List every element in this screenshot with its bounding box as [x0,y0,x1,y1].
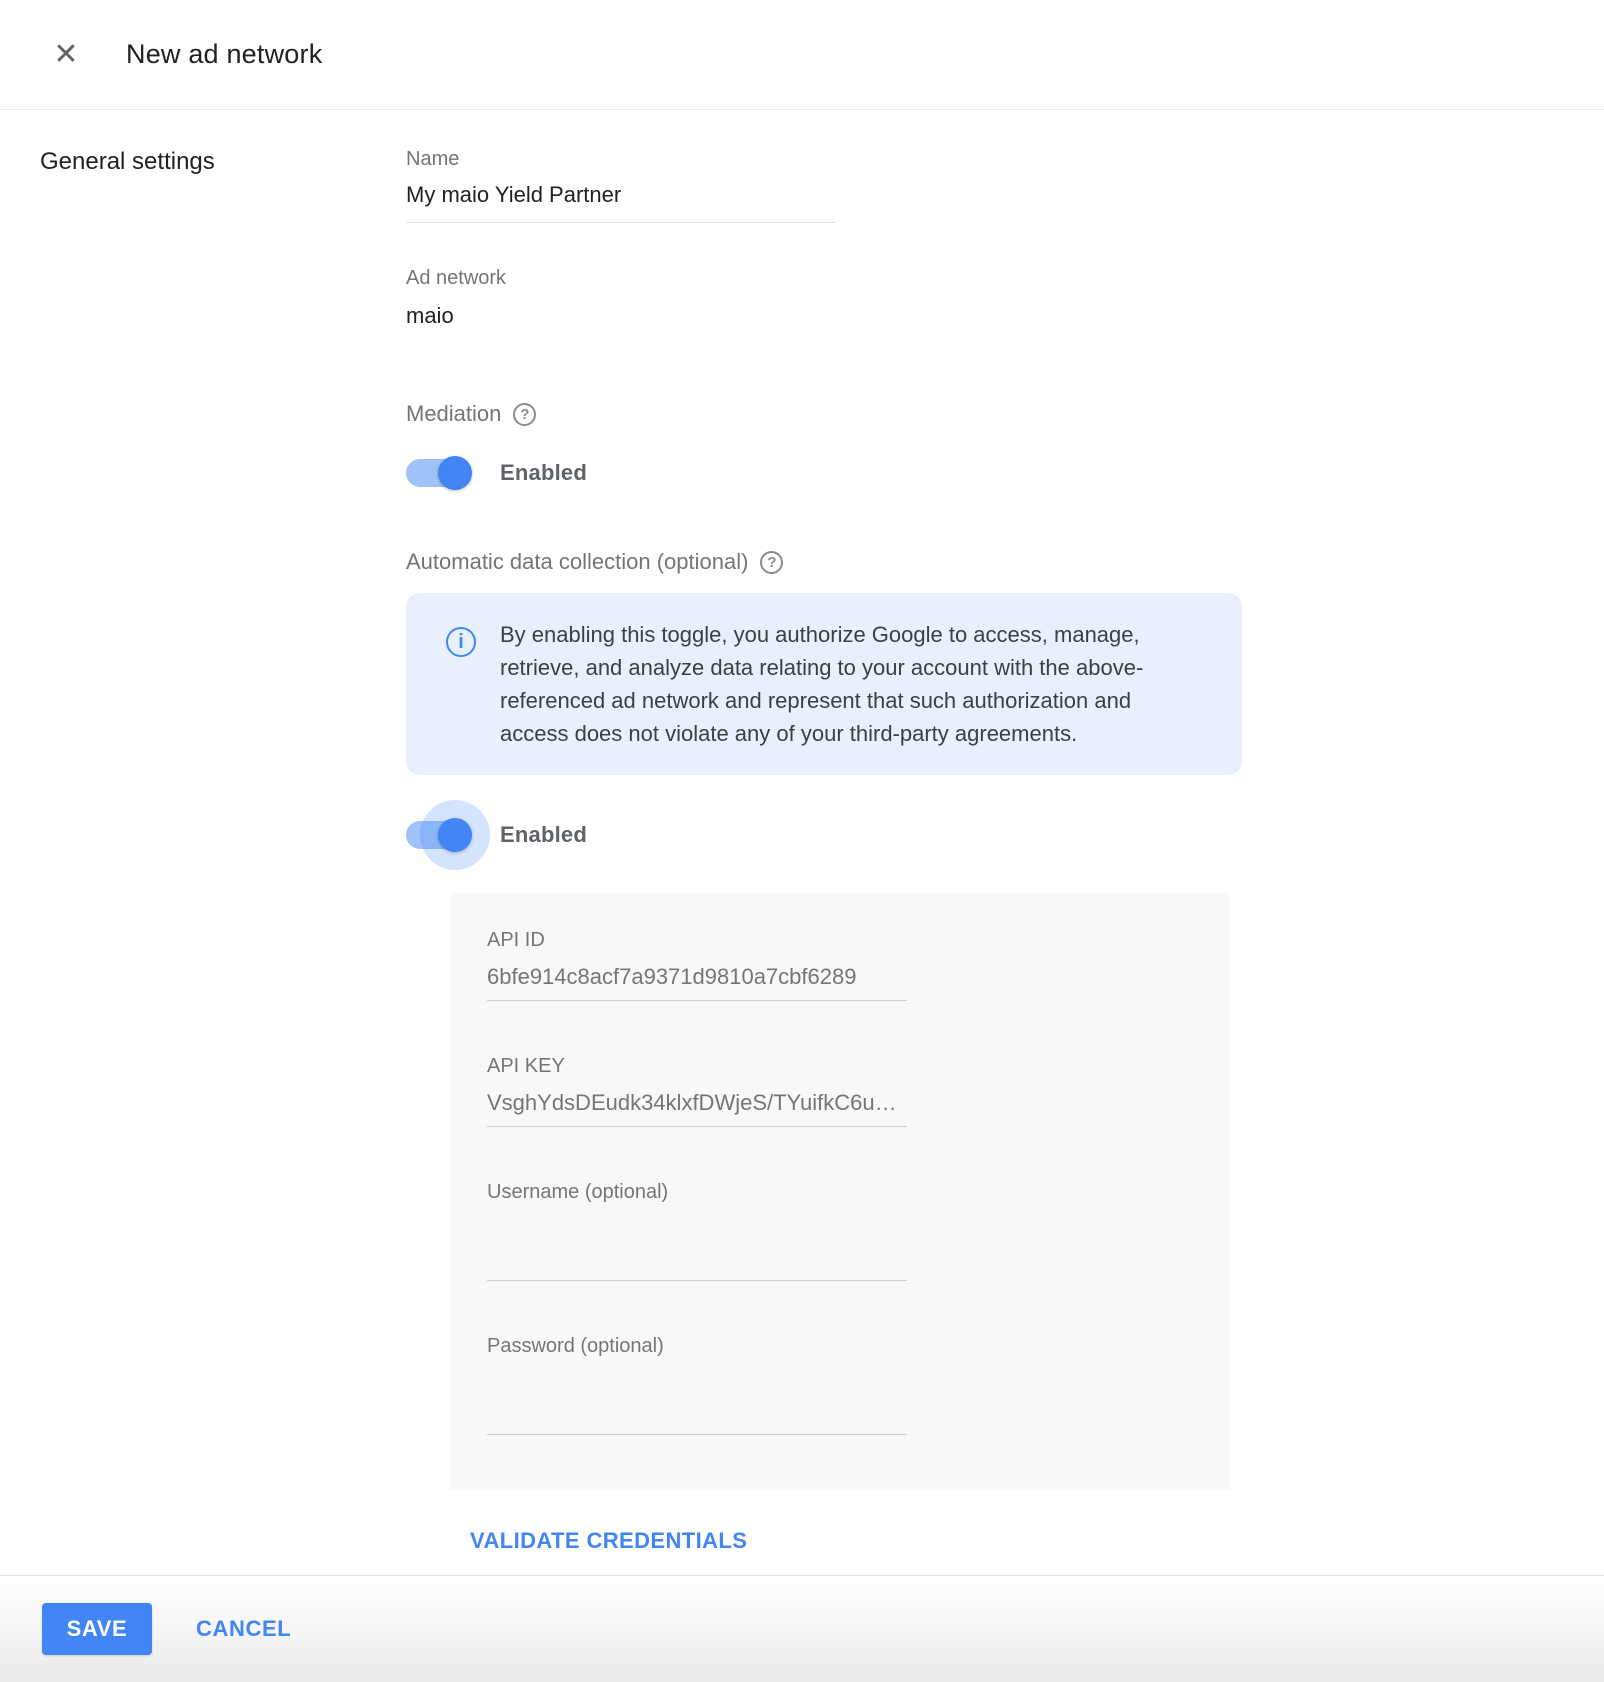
name-input[interactable] [406,171,836,223]
auto-data-collection-toggle[interactable] [406,821,470,849]
dialog-footer [0,1575,1604,1682]
api-key-field-group [487,1055,1230,1127]
api-id-input[interactable] [487,952,907,1001]
api-key-input[interactable] [487,1078,907,1127]
mediation-group [406,401,1306,487]
ad-network-label: Ad network [406,267,507,289]
ad-network-value: maio [406,303,454,328]
name-field-label: Name [406,148,460,170]
auto-data-collection-group [406,549,1306,849]
page-title: New ad network [126,39,323,69]
password-field-group [487,1335,1230,1435]
cancel-button[interactable]: CANCEL [196,1616,292,1641]
section-title-general-settings: General settings [40,148,215,175]
username-label: Username (optional) [487,1181,669,1203]
validate-credentials-button[interactable]: VALIDATE CREDENTIALS [470,1528,748,1553]
close-button[interactable] [46,35,86,75]
help-icon[interactable]: ? [513,403,536,426]
info-icon: i [446,627,476,657]
mediation-state-label: Enabled [500,460,587,485]
dialog-body [0,110,1604,1554]
password-label: Password (optional) [487,1335,664,1357]
password-input[interactable] [487,1358,907,1435]
dialog-header [0,0,1604,110]
form-column [406,110,1306,1554]
ad-network-field-group [406,267,1306,329]
username-input[interactable] [487,1204,907,1281]
api-key-label: API KEY [487,1055,565,1077]
username-field-group [487,1181,1230,1281]
name-field-group [406,148,1306,223]
authorization-notice-text: By enabling this toggle, you authorize Google to access, manage, retrieve, and analyze data relating to your account with the above-referenced ad network and represent that such authorization and access does not violate any of your third-party agreements. [500,622,1144,746]
api-id-field-group [487,929,1230,1001]
mediation-label: Mediation [406,401,502,426]
authorization-info-box [406,593,1242,775]
api-id-label: API ID [487,929,545,951]
auto-data-collection-label: Automatic data collection (optional) [406,549,749,574]
help-icon[interactable]: ? [760,551,783,574]
settings-section-column [0,110,406,1554]
toggle-thumb [438,818,472,852]
credentials-panel [450,893,1230,1490]
mediation-toggle[interactable] [406,459,470,487]
close-icon: ✕ [53,37,79,71]
toggle-thumb [438,456,472,490]
auto-data-collection-state-label: Enabled [500,822,587,847]
save-button[interactable]: SAVE [42,1603,152,1655]
